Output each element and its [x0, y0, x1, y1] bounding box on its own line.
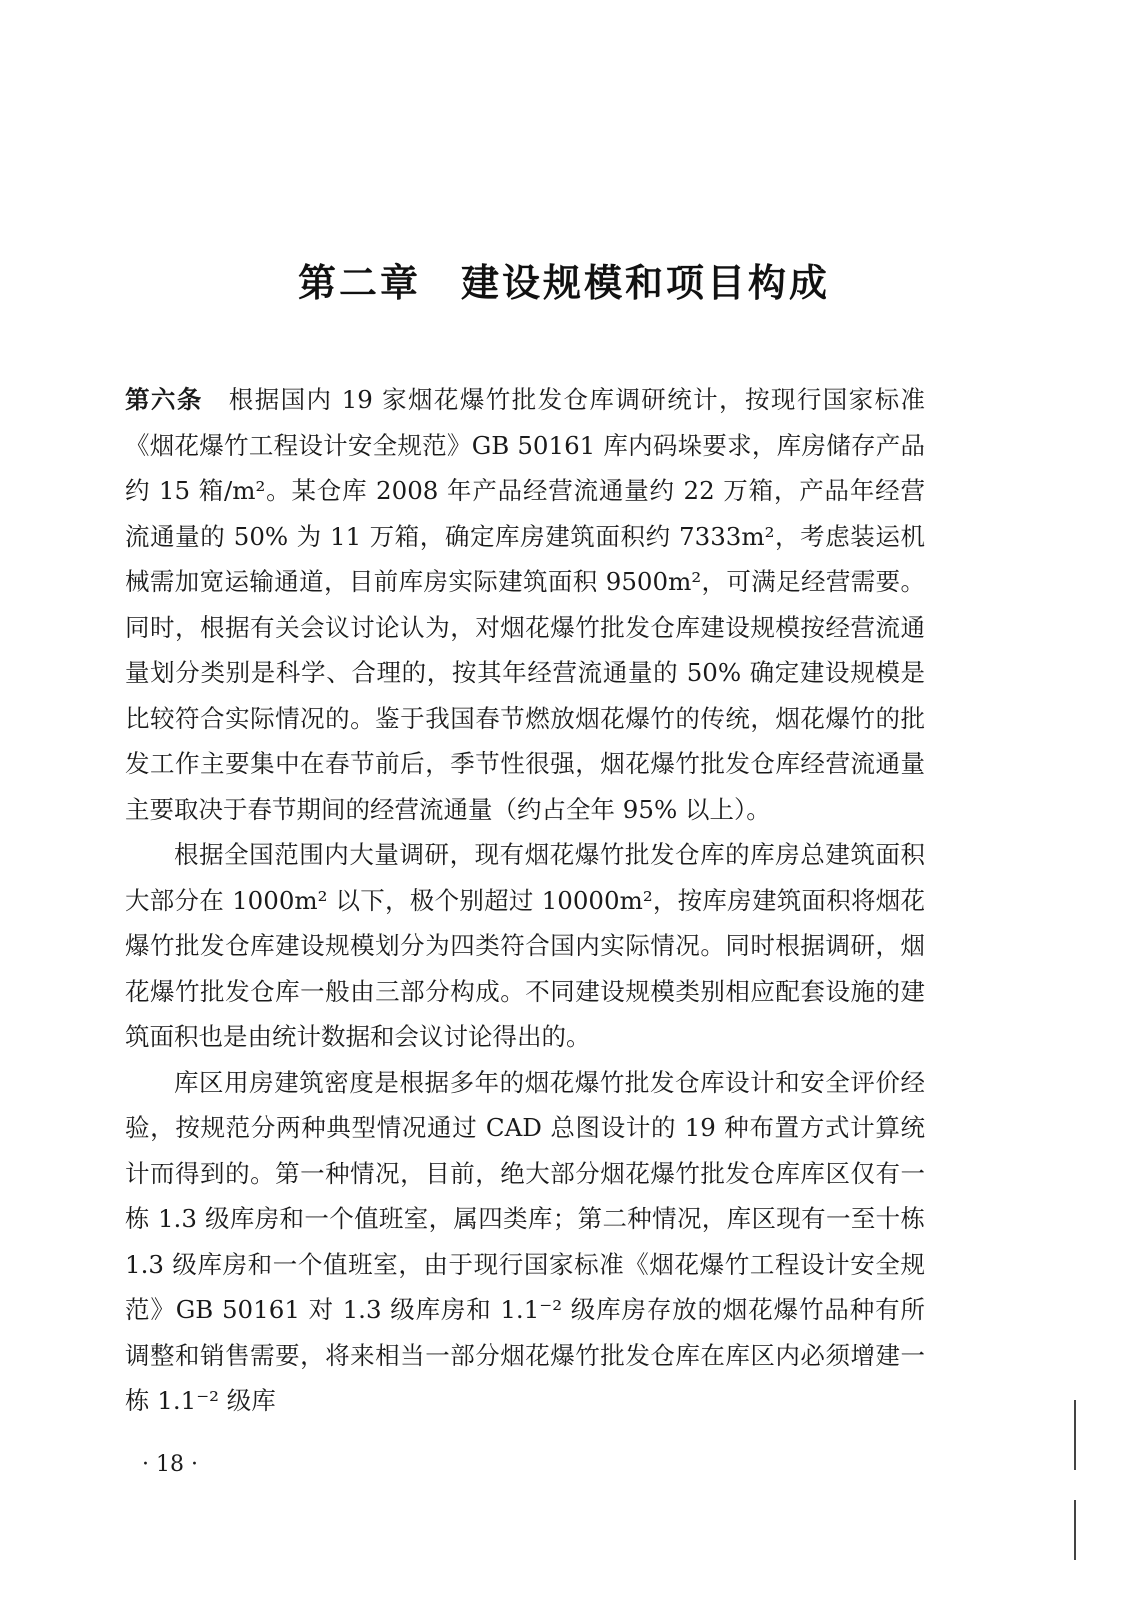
paragraph-2: 根据全国范围内大量调研，现有烟花爆竹批发仓库的库房总建筑面积大部分在 1000m² 以下，极个别超过 10000m²，按库房建筑面积将烟花爆竹批发仓库建设规模划分为四类符合国内实际情况。同时根据调研，烟花爆竹批发仓库一般由三部分构成。不同建设规模类别相应配套设施的建筑面积也是由统计数据和会议讨论得出的。 — [125, 840, 925, 1051]
page-number: · 18 · — [142, 1452, 198, 1477]
chapter-heading — [0, 252, 1128, 307]
article-label: 第六条 — [125, 385, 203, 414]
chapter-number: 第二章 — [297, 261, 421, 305]
paragraph-1-text: 根据国内 19 家烟花爆竹批发仓库调研统计，按现行国家标准《烟花爆竹工程设计安全规范》GB 50161 库内码垛要求，库房储存产品约 15 箱/m²。某仓库 2008 年产品经营流通量约 22 万箱，产品年经营流通量的 50% 为 11 万箱，确定库房建筑面积约 7333m²，考虑装运机械需加宽运输通道，目前库房实际建筑面积 9500m²，可满足经营需要。同时，根据有关会议讨论认为，对烟花爆竹批发仓库建设规模按经营流通量划分类别是科学、合理的，按其年经营流通量的 50% 确定建设规模是比较符合实际情况的。鉴于我国春节燃放烟花爆竹的传统，烟花爆竹的批发工作主要集中在春节前后，季节性很强，烟花爆竹批发仓库经营流通量主要取决于春节期间的经营流通量（约占全年 95% 以上）。 — [125, 385, 926, 824]
paragraph-3: 库区用房建筑密度是根据多年的烟花爆竹批发仓库设计和安全评价经验，按规范分两种典型情况通过 CAD 总图设计的 19 种布置方式计算统计而得到的。第一种情况，目前，绝大部分烟花爆竹批发仓库库区仅有一栋 1.3 级库房和一个值班室，属四类库；第二种情况，库区现有一至十栋 1.3 级库房和一个值班室，由于现行国家标准《烟花爆竹工程设计安全规范》GB 50161 对 1.3 级库房和 1.1⁻² 级库房存放的烟花爆竹品种有所调整和销售需要，将来相当一部分烟花爆竹批发仓库在库区内必须增建一栋 1.1⁻² 级库 — [125, 1067, 925, 1415]
paragraph-1 — [125, 377, 925, 832]
scan-edge-mark — [1074, 1400, 1076, 1470]
chapter-title-text: 建设规模和项目构成 — [461, 261, 831, 305]
scan-edge-mark — [1074, 1500, 1076, 1560]
article-body — [125, 377, 925, 1424]
